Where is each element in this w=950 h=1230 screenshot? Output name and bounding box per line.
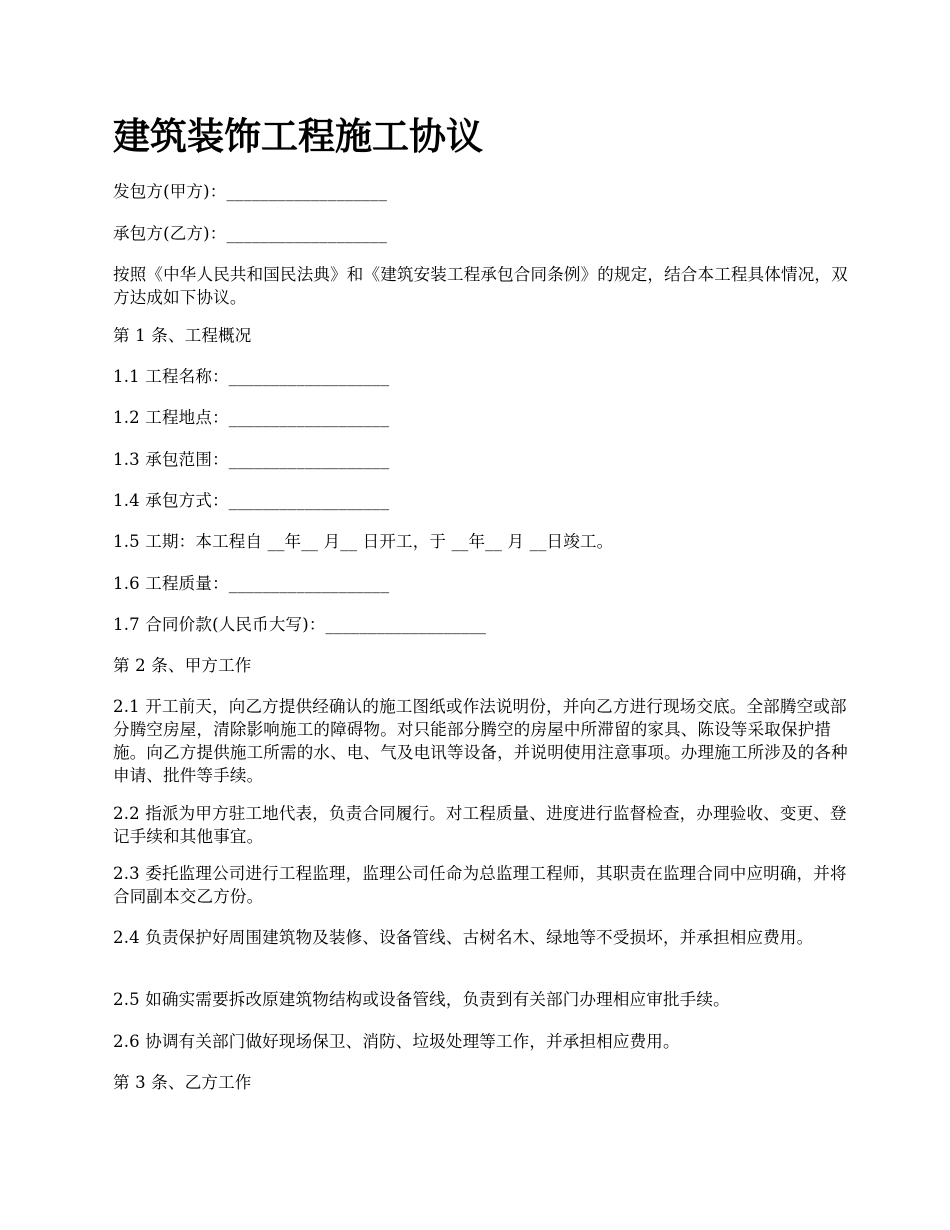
clause-2-1: 2.1 开工前天，向乙方提供经确认的施工图纸或作法说明份，并向乙方进行现场交底。全部腾空或部分腾空房屋，清除影响施工的障碍物。对只能部分腾空的房屋中所滞留的家具、陈设等采取保护措施。向乙方提供施工所需的水、电、气及电讯等设备，并说明使用注意事项。办理施工所涉及的各种申请、批件等手续。 <box>113 697 848 785</box>
article-3-heading: 第 3 条、乙方工作 <box>113 1073 252 1092</box>
clause-1-4: 1.4 承包方式：___________________ <box>113 491 390 510</box>
clause-1-1: 1.1 工程名称：___________________ <box>113 367 390 386</box>
clause-2-5: 2.5 如确实需要拆改原建筑物结构或设备管线，负责到有关部门办理相应审批手续。 <box>113 990 730 1009</box>
article-2-heading: 第 2 条、甲方工作 <box>113 656 252 675</box>
document-title: 建筑装饰工程施工协议 <box>113 115 483 158</box>
clause-1-6: 1.6 工程质量：___________________ <box>113 574 390 593</box>
clause-2-2: 2.2 指派为甲方驻工地代表，负责合同履行。对工程质量、进度进行监督检查，办理验收、变更、登记手续和其他事宜。 <box>113 804 847 846</box>
party-b-line: 承包方(乙方)：___________________ <box>113 224 388 243</box>
clause-2-3: 2.3 委托监理公司进行工程监理，监理公司任命为总监理工程师，其职责在监理合同中应明确，并将合同副本交乙方份。 <box>113 864 847 906</box>
party-a-line: 发包方(甲方)：___________________ <box>113 182 388 201</box>
clause-1-5: 1.5 工期：本工程自 __年__ 月__ 日开工，于 __年__ 月 __日竣工。 <box>113 532 614 551</box>
preamble-paragraph: 按照《中华人民共和国民法典》和《建筑安装工程承包合同条例》的规定，结合本工程具体情况，双方达成如下协议。 <box>113 265 848 307</box>
clause-2-6: 2.6 协调有关部门做好现场保卫、消防、垃圾处理等工作，并承担相应费用。 <box>113 1032 680 1051</box>
clause-2-4: 2.4 负责保护好周围建筑物及装修、设备管线、古树名木、绿地等不受损坏，并承担相应费用。 <box>113 928 814 947</box>
article-1-heading: 第 1 条、工程概况 <box>113 326 252 345</box>
clause-1-7: 1.7 合同价款(人民币大写)：___________________ <box>113 615 487 634</box>
clause-1-2: 1.2 工程地点：___________________ <box>113 408 390 427</box>
clause-1-3: 1.3 承包范围：___________________ <box>113 450 390 469</box>
